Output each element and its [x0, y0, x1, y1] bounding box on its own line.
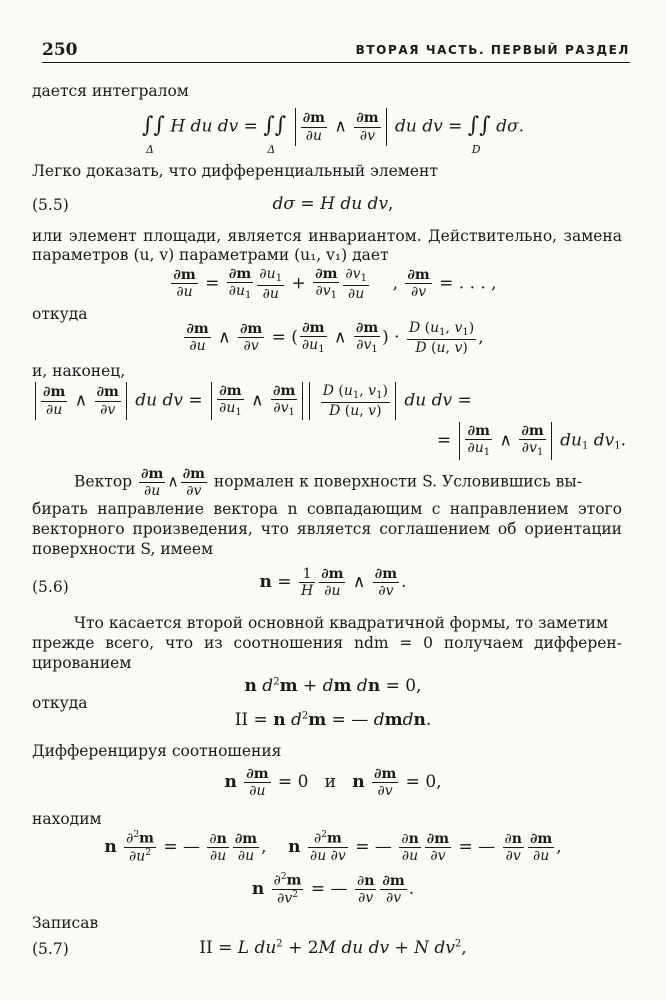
equation-number: (5.7) — [32, 940, 69, 958]
text-line: Вектор $\frac{\partial m}{\partial u}$ ∧ $\frac{\partial m}{\partial v}$ нормален к поверхности S. Условившись вы- — [74, 466, 582, 500]
equation-chain-rule: $\frac{\partial m}{\partial u}$ = $\frac{\partial m}{\partial u_1}$ $\frac{\partial u_1}{\partial u}$ + $\frac{\partial m}{\partial v_1}$ $\frac{\partial v_1}{\partial u}$ , $\frac{\partial m}{\partial v}$ = . . . , — [173, 266, 497, 302]
equation-second-form: II = n $d^2m$ = — dmdn. — [234, 710, 432, 730]
equation-number: (5.6) — [32, 578, 69, 596]
equation-number: (5.5) — [32, 196, 69, 214]
text-line: цированием — [32, 654, 132, 672]
text-line: или элемент площади, является инвариантом. Действительно, замена — [32, 227, 622, 245]
equation-orthogonality: n $\frac{\partial m}{\partial u}$ = 0 и n $\frac{\partial m}{\partial v}$ = 0, — [224, 766, 442, 800]
equation-5-5: dσ = H du dv, — [272, 194, 394, 214]
text-line: откуда — [32, 305, 88, 323]
equation-area-integral: ∫∫ Δ H du dv = ∫∫ Δ $\frac{\partial m}{\partial u}$ ∧ $\frac{\partial m}{\partial v}$ du dv = ∫∫ D dσ. — [0, 108, 666, 146]
text-line: находим — [32, 810, 102, 828]
text-line: Записав — [32, 914, 99, 932]
text-line: дается интегралом — [32, 82, 189, 100]
text-line: бирать направление вектора n совпадающим с направлением этого — [32, 500, 622, 518]
text-line: и, наконец, — [32, 362, 126, 380]
equation-second-derivatives: n $\frac{\partial^2m}{\partial u^2}$ = — $\frac{\partial n}{\partial u}$ $\frac{\partial m}{\partial u}$ , n $\frac{\partial^2m}{\partial u \partial v}$ = — $\frac{\partial n}{\partial u}$ $\frac{\partial m}{\partial v}$ = — $\frac{\partial n}{\partial v}$ $\frac{\partial m}{\partial u}$ , — [104, 830, 562, 865]
text-line: поверхности S, имеем — [32, 540, 214, 558]
page-header — [42, 40, 630, 63]
equation-invariance-2: = $\frac{\partial m}{\partial u_1}$ ∧ $\frac{\partial m}{\partial v_1}$ $du_1$ $dv_1$. — [436, 423, 626, 459]
text-line: Дифференцируя соотношения — [32, 742, 282, 760]
page-number: 250 — [42, 40, 78, 60]
equation-second-derivatives-v: n $\frac{\partial^2m}{\partial v^2}$ = — $\frac{\partial n}{\partial v}$ $\frac{\partial m}{\partial v}$ . — [251, 872, 415, 907]
text-line: Что касается второй основной квадратичной формы, то заметим — [74, 614, 609, 632]
text-line: векторного произведения, что является соглашением об ориентации — [32, 520, 622, 538]
text-line: Легко доказать, что дифференциальный элемент — [32, 162, 438, 180]
equation-5-7: II = L $du^2 + 2M$ du dv + N $dv^2$, — [199, 938, 467, 958]
text-line: откуда — [32, 694, 88, 712]
text-line: прежде всего, что из соотношения ndm = 0 получаем дифферен- — [32, 634, 622, 652]
equation-invariance-1: $\frac{\partial m}{\partial u}$ ∧ $\frac{\partial m}{\partial v}$ du dv = $\frac{\partial m}{\partial u_1}$ ∧ $\frac{\partial m}{\partial v_1}$ $\frac{D (u_1, v_1)}{D (u, v)}$ du dv = — [32, 382, 666, 420]
text-line: параметров (u, v) параметрами (u₁, v₁) дает — [32, 246, 389, 264]
equation-5-6: n = $\frac{1}{H}$ $\frac{\partial m}{\partial u}$ ∧ $\frac{\partial m}{\partial v}$ . — [259, 566, 407, 600]
equation-cross-product: $\frac{\partial m}{\partial u}$ ∧ $\frac{\partial m}{\partial v}$ = ( $\frac{\partial m}{\partial u_1}$ ∧ $\frac{\partial m}{\partial v_1}$ ) · $\frac{D (u_1, v_1)}{D (u, v)}$ , — [186, 320, 484, 356]
equation-ndm: n $d^2m$ + dm dn = 0, — [244, 676, 422, 696]
running-title: ВТОРАЯ ЧАСТЬ. ПЕРВЫЙ РАЗДЕЛ — [355, 43, 630, 57]
